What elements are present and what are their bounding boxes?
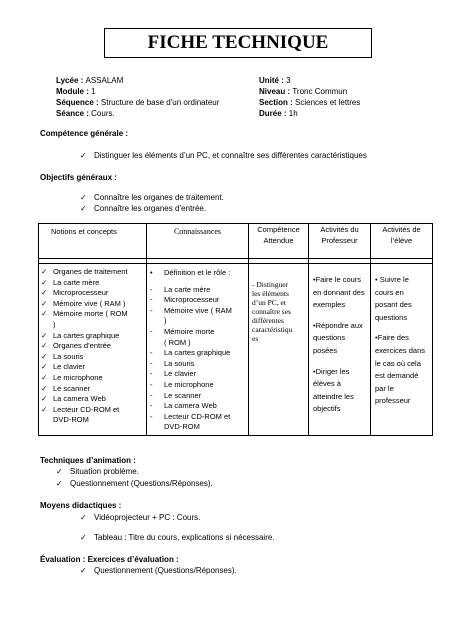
info-section: Section : Sciences et lettres <box>259 98 361 107</box>
connaissance-item: - La camera Web <box>150 401 217 411</box>
evaluation-heading: Évaluation : Exercices d’évaluation : <box>40 555 179 564</box>
bullet-icon: • <box>150 268 153 277</box>
connaissance-item: - Le clavier <box>150 369 197 379</box>
header-eleve: Activités de l’élève <box>371 224 433 259</box>
notion-item: ✓ La camera Web <box>41 394 106 404</box>
connaissance-item: DVD-ROM <box>164 422 200 432</box>
check-icon: ✓ <box>41 362 48 372</box>
competence-line: - Distinguer <box>252 280 289 289</box>
check-icon: ✓ <box>41 383 48 393</box>
connaissance-item: - Lecteur CD-ROM et <box>150 411 231 421</box>
dash-icon: - <box>150 358 153 368</box>
check-icon: ✓ <box>41 298 48 308</box>
connaissance-item: - Microprocesseur <box>150 295 220 305</box>
info-sequence: Séquence : Structure de base d'un ordinateur <box>56 98 220 107</box>
connaissance-item: - Mémoire vive ( RAM <box>150 305 232 315</box>
info-module: Module : 1 <box>56 87 96 96</box>
eleve-activity: • Suivre le cours en posant des questions <box>375 275 412 322</box>
connaissance-item: - Mémoire morte <box>150 326 215 336</box>
table-row <box>39 264 433 436</box>
header-notions: Notions et concepts <box>39 224 147 259</box>
prof-activity: •Diriger les élèves à atteindre les objectifs <box>313 366 354 414</box>
notion-item: ✓ La carte mère <box>41 277 100 287</box>
competence-heading: Compétence générale : <box>40 129 129 138</box>
competence-item: ✓ Distinguer les éléments d’un PC, et connaître ses différentes caractéristiques <box>80 151 367 160</box>
dash-icon: - <box>150 326 153 336</box>
notion-item: ✓ Organes d’entrée <box>41 341 111 351</box>
dash-icon: - <box>150 348 153 358</box>
notion-item: ✓ Le clavier <box>41 362 86 372</box>
main-table <box>38 223 433 436</box>
info-seance: Séance : Cours. <box>56 109 115 118</box>
competence-line: d’un PC, et <box>252 298 286 307</box>
moyen-item-1: ✓ Vidéoprojecteur + PC : Cours. <box>80 513 201 522</box>
info-niveau: Niveau : Tronc Commun <box>259 87 348 96</box>
check-icon: ✓ <box>41 288 48 298</box>
header-prof: Activités du Professeur <box>309 224 371 259</box>
check-icon: ✓ <box>41 372 48 382</box>
notion-item: ✓ Microprocesseur <box>41 288 109 298</box>
check-icon: ✓ <box>80 204 87 213</box>
check-icon: ✓ <box>80 533 87 542</box>
header-connaissances: Connaissances <box>147 224 249 259</box>
competence-line: caractéristiqu <box>252 325 293 334</box>
notion-item: ✓ Mémoire vive ( RAM ) <box>41 298 126 308</box>
header-competence: Compétence Attendue <box>249 224 309 259</box>
info-duree: Durée : 1h <box>259 109 298 118</box>
dash-icon: - <box>150 411 153 421</box>
connaissance-item: - La souris <box>150 358 195 368</box>
competence-line: différentes <box>252 316 284 325</box>
page-title: FICHE TECHNIQUE <box>104 28 372 58</box>
dash-icon: - <box>150 390 153 400</box>
eleve-activity: •Faire des exercices dans le cas où cela est demandé par le professeur <box>375 333 426 406</box>
moyens-heading: Moyens didactiques : <box>40 501 122 510</box>
info-right-block <box>259 75 360 119</box>
cell-eleve <box>371 264 433 436</box>
check-icon: ✓ <box>41 267 48 276</box>
competence-line: les éléments <box>252 289 289 298</box>
notion-item: ✓ Lecteur CD-ROM et <box>41 404 120 414</box>
info-unite: Unité : 3 <box>259 76 291 85</box>
info-lycee: Lycée : ASSALAM <box>56 76 124 85</box>
dash-icon: - <box>150 284 153 294</box>
check-icon: ✓ <box>41 341 48 351</box>
dash-icon: - <box>150 401 153 411</box>
moyen-item-2: ✓ Tableau : Titre du cours, explications si nécessaire. <box>80 533 275 542</box>
check-icon: ✓ <box>41 351 48 361</box>
info-left-block <box>56 75 219 119</box>
check-icon: ✓ <box>41 394 48 404</box>
cell-prof <box>309 264 371 436</box>
notion-item: DVD-ROM <box>53 415 89 425</box>
objectifs-heading: Objectifs généraux : <box>40 173 117 182</box>
connaissance-item: - Le scanner <box>150 390 202 400</box>
notion-item: ) <box>53 319 56 329</box>
technique-item-2: ✓ Questionnement (Questions/Réponses). <box>56 479 213 488</box>
cell-notions <box>39 264 147 436</box>
connaissance-item: - La carte mère <box>150 284 211 294</box>
notion-item: ✓ Le microphone <box>41 372 103 382</box>
competence-line: es <box>252 334 259 343</box>
table-header-row <box>39 224 433 259</box>
notion-item: ✓ Le scanner <box>41 383 91 393</box>
dash-icon: - <box>150 305 153 315</box>
connaissance-item: - La cartes graphique <box>150 348 231 358</box>
check-icon: ✓ <box>80 193 87 202</box>
dash-icon: - <box>150 369 153 379</box>
check-icon: ✓ <box>80 151 87 160</box>
check-icon: ✓ <box>41 277 48 287</box>
prof-activity: •Faire le cours en donnant des exemples <box>313 275 365 310</box>
check-icon: ✓ <box>41 404 48 414</box>
check-icon: ✓ <box>41 330 48 340</box>
prof-activity: •Répondre aux questions posées <box>313 320 363 355</box>
techniques-heading: Techniques d’animation : <box>40 456 136 465</box>
cell-connaissances <box>147 264 249 436</box>
notion-item: ✓ Mémoire morte ( ROM <box>41 309 128 319</box>
notion-item: ✓ Organes de traitement <box>41 267 128 276</box>
competence-line: connaître ses <box>252 307 291 316</box>
evaluation-item-1: ✓ Questionnement (Questions/Réponses). <box>80 566 237 575</box>
connaissance-item: ) <box>164 316 167 326</box>
dash-icon: - <box>150 295 153 305</box>
objectif-item-1: ✓ Connaître les organes de traitement. <box>80 193 224 202</box>
check-icon: ✓ <box>56 479 63 488</box>
check-icon: ✓ <box>80 513 87 522</box>
check-icon: ✓ <box>56 467 63 476</box>
connaissances-heading: • Définition et le rôle : <box>150 268 231 277</box>
check-icon: ✓ <box>80 566 87 575</box>
objectif-item-2: ✓ Connaître les organes d’entrée. <box>80 204 207 213</box>
technique-item-1: ✓ Situation problème. <box>56 467 139 476</box>
check-icon: ✓ <box>41 309 48 319</box>
dash-icon: - <box>150 379 153 389</box>
notion-item: ✓ La cartes graphique <box>41 330 120 340</box>
connaissance-item: ( ROM ) <box>164 337 191 347</box>
connaissance-item: - Le microphone <box>150 379 214 389</box>
cell-competence <box>249 264 309 436</box>
notion-item: ✓ La souris <box>41 351 84 361</box>
